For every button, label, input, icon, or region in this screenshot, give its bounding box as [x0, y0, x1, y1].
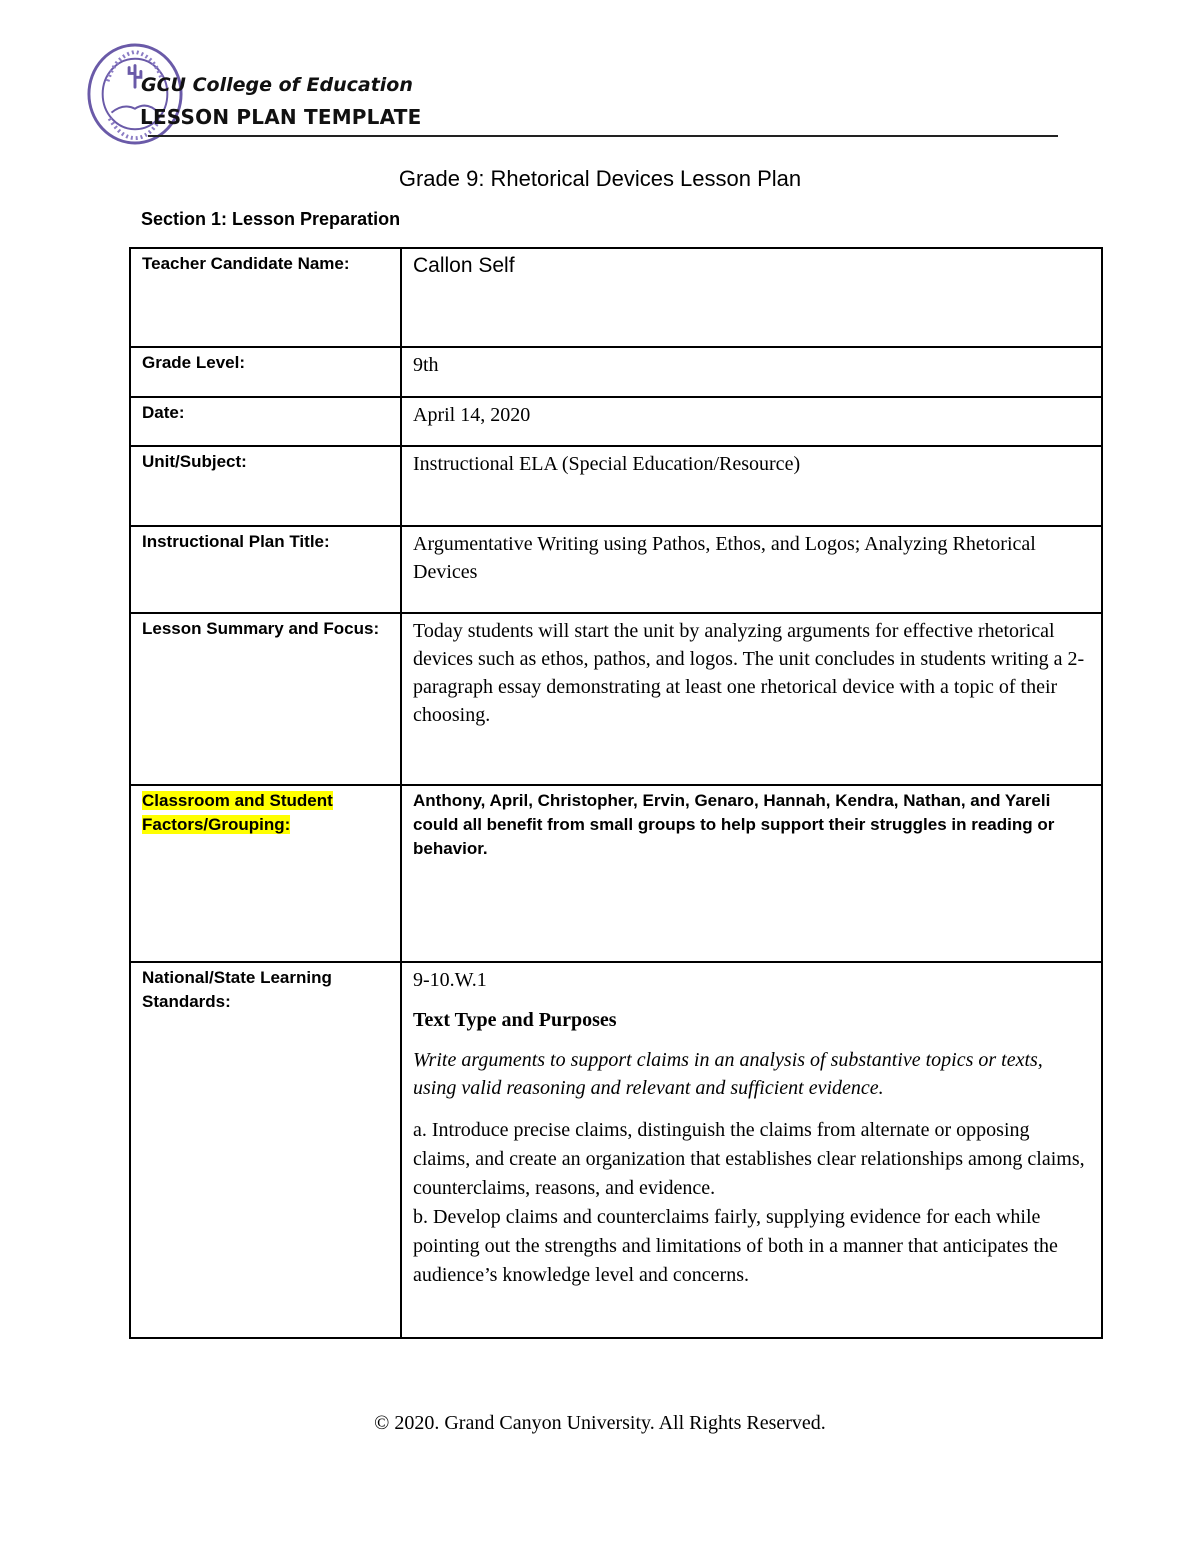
value-grade-level: 9th — [401, 347, 1102, 397]
copyright-footer: © 2020. Grand Canyon University. All Rights Reserved. — [374, 1412, 826, 1434]
standard-item-a: a. Introduce precise claims, distinguish the claims from alternate or opposing claims, and create an organization that establishes clear relationships among claims, counterclaims, reasons, and evidence. — [413, 1119, 1085, 1199]
template-label: LESSON PLAN TEMPLATE — [140, 105, 422, 129]
label-factors-line1: Classroom and Student — [142, 791, 333, 810]
label-lesson-summary: Lesson Summary and Focus: — [130, 613, 401, 785]
table-row-date — [130, 397, 1102, 446]
value-unit-subject: Instructional ELA (Special Education/Resource) — [401, 446, 1102, 526]
header-divider — [148, 135, 1058, 137]
table-row-standards — [130, 962, 1102, 1338]
label-plan-title: Instructional Plan Title: — [130, 526, 401, 613]
value-plan-title: Argumentative Writing using Pathos, Ethos, and Logos; Analyzing Rhetorical Devices — [401, 526, 1102, 613]
label-factors-line2: Factors/Grouping: — [142, 815, 291, 834]
lesson-plan-table — [129, 247, 1103, 1339]
table-row-summary — [130, 613, 1102, 785]
table-row-plan-title — [130, 526, 1102, 613]
label-learning-standards: National/State Learning Standards: — [130, 962, 401, 1338]
value-lesson-summary: Today students will start the unit by analyzing arguments for effective rhetorical devices such as ethos, pathos, and logos. The unit concludes in students writing a 2-paragraph essay demonstrating at least one rhetorical device with a topic of their choosing. — [401, 613, 1102, 785]
value-date: April 14, 2020 — [401, 397, 1102, 446]
table-row-grade — [130, 347, 1102, 397]
standard-heading: Text Type and Purposes — [413, 1009, 617, 1031]
section-heading: Section 1: Lesson Preparation — [141, 209, 401, 229]
table-row-factors — [130, 785, 1102, 962]
standard-code: 9-10.W.1 — [413, 969, 487, 991]
label-teacher-name: Teacher Candidate Name: — [130, 248, 401, 347]
value-teacher-name: Callon Self — [401, 248, 1102, 347]
standard-statement: Write arguments to support claims in an analysis of substantive topics or texts, using valid reasoning and relevant and sufficient evidence. — [413, 1049, 1043, 1099]
value-classroom-factors: Anthony, April, Christopher, Ervin, Genaro, Hannah, Kendra, Nathan, and Yareli could all benefit from small groups to help support their struggles in reading or behavior. — [401, 785, 1102, 962]
value-learning-standards — [401, 962, 1102, 1338]
college-name: GCU College of Education — [141, 74, 413, 96]
label-classroom-factors — [130, 785, 401, 962]
page-title: Grade 9: Rhetorical Devices Lesson Plan — [398, 166, 802, 191]
label-date: Date: — [130, 397, 401, 446]
table-row-unit — [130, 446, 1102, 526]
label-grade-level: Grade Level: — [130, 347, 401, 397]
table-row-teacher — [130, 248, 1102, 347]
standard-item-b: b. Develop claims and counterclaims fairly, supplying evidence for each while pointing out the strengths and limitations of both in a manner that anticipates the audience’s knowledge level and concerns. — [413, 1206, 1058, 1286]
label-unit-subject: Unit/Subject: — [130, 446, 401, 526]
